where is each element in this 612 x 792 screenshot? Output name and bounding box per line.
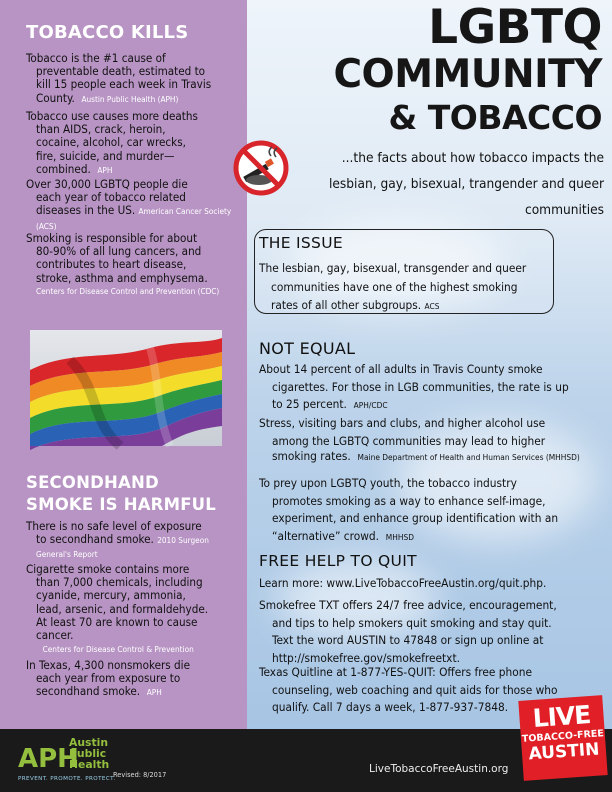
aph-logo-icon bbox=[18, 737, 79, 774]
fact-item: Tobacco use causes more deaths than AIDS, crack, heroin, cocaine, alcohol, car wrecks, fire, suicide, and murder— combined. APH bbox=[26, 109, 198, 176]
fact-item: In Texas, 4,300 nonsmokers die each year from exposure to secondhand smoke. APH bbox=[26, 658, 190, 699]
fact-item: Smoking is responsible for about 80-90% of all lung cancers, and contributes to heart disease, stroke, asthma and emphysema. Centers for Disease Control and Prevention (CDC) bbox=[26, 232, 240, 297]
learn-more-link[interactable]: Learn more: www.LiveTobaccoFreeAustin.org/quit.php. bbox=[259, 576, 547, 590]
footer-website-link[interactable]: LiveTobaccoFreeAustin.org bbox=[369, 763, 509, 775]
aph-org-name: Austin Public Health bbox=[69, 736, 110, 772]
smokefree-txt-paragraph: Smokefree TXT offers 24/7 free advice, encouragement, and tips to help smokers quit smoking and stay quit. Text the word AUSTIN to 47848 or sign up online at http://smokefree.gov/smokefreetxt. bbox=[259, 597, 591, 667]
source-citation: 2010 Surgeon General's Report bbox=[36, 535, 209, 560]
left-sidebar bbox=[0, 0, 247, 729]
svg-text:APH: APH bbox=[18, 744, 79, 774]
live-tobacco-free-austin-badge: LIVE TOBACCO-FREE AUSTIN bbox=[518, 695, 607, 781]
source-citation: MHHSD bbox=[385, 531, 414, 542]
fact-item: There is no safe level of exposure to secondhand smoke. 2010 Surgeon General's Report bbox=[26, 519, 209, 560]
source-citation: American Cancer Society (ACS) bbox=[36, 206, 232, 231]
tobacco-kills-heading: TOBACCO KILLS bbox=[26, 22, 189, 43]
source-citation: Centers for Disease Control & Prevention bbox=[42, 644, 194, 655]
title-line-community: COMMUNITY bbox=[333, 52, 602, 97]
issue-text: The lesbian, gay, bisexual, transgender and queer communities have one of the highest smoking rates of all other subgroups. ACS bbox=[259, 261, 527, 312]
rainbow-flag-photo bbox=[30, 330, 222, 446]
source-citation: Maine Department of Health and Human Services (MHHSD) bbox=[357, 452, 580, 462]
no-smoking-icon bbox=[233, 140, 289, 196]
issue-heading: THE ISSUE bbox=[259, 234, 343, 252]
subtitle: ...the facts about how tobacco impacts the lesbian, gay, bisexual, trangender and queer communities bbox=[328, 150, 604, 218]
source-citation: APH bbox=[146, 687, 162, 698]
quitline-paragraph: Texas Quitline at 1-877-YES-QUIT: Offers free phone counseling, web coaching and quit aids for those who qualify. Call 7 days a week, 1-877-937-7848. bbox=[259, 665, 558, 714]
smokefree-url[interactable]: http://smokefree.gov/smokefreetxt. bbox=[272, 650, 460, 665]
source-citation: Centers for Disease Control and Prevention (CDC) bbox=[36, 285, 220, 296]
source-citation: APH/CDC bbox=[353, 400, 388, 410]
fact-item: Tobacco is the #1 cause of preventable death, estimated to kill 15 people each week in Travis County. Austin Public Health (APH) bbox=[26, 51, 212, 105]
source-citation: APH bbox=[97, 164, 113, 175]
fact-item: Over 30,000 LGBTQ people die each year of tobacco related diseases in the US. American Cancer Society (ACS) bbox=[26, 177, 232, 231]
fact-paragraph: To prey upon LGBTQ youth, the tobacco industry promotes smoking as a way to enhance self-image, experiment, and enhance group identification with an “alternative” crowd. MHHSD bbox=[259, 476, 559, 543]
fact-paragraph: Stress, visiting bars and clubs, and higher alcohol use among the LGBTQ communities may lead to higher smoking rates. Maine Department of Health and Human Services (MHHSD) bbox=[259, 416, 580, 463]
free-help-heading: FREE HELP TO QUIT bbox=[259, 552, 417, 570]
not-equal-heading: NOT EQUAL bbox=[259, 339, 356, 358]
title-line-tobacco: & TOBACCO bbox=[388, 98, 602, 137]
revised-date: Revised: 8/2017 bbox=[113, 771, 167, 779]
fact-paragraph: About 14 percent of all adults in Travis County smoke cigarettes. For those in LGB communities, the rate is up to 25 percent. APH/CDC bbox=[259, 362, 569, 411]
title-line-lgbtq: LGBTQ bbox=[428, 0, 602, 55]
source-citation: Austin Public Health (APH) bbox=[81, 93, 179, 104]
source-citation: ACS bbox=[424, 301, 440, 311]
aph-tagline: PREVENT. PROMOTE. PROTECT. bbox=[18, 776, 116, 782]
secondhand-heading: SECONDHAND SMOKE IS HARMFUL bbox=[26, 473, 216, 514]
fact-item: Cigarette smoke contains more than 7,000 chemicals, including cyanide, mercury, ammonia, lead, arsenic, and formaldehyde. At least 70 are known to cause cancer. Centers for Disease Control & Prevention bbox=[26, 562, 209, 655]
